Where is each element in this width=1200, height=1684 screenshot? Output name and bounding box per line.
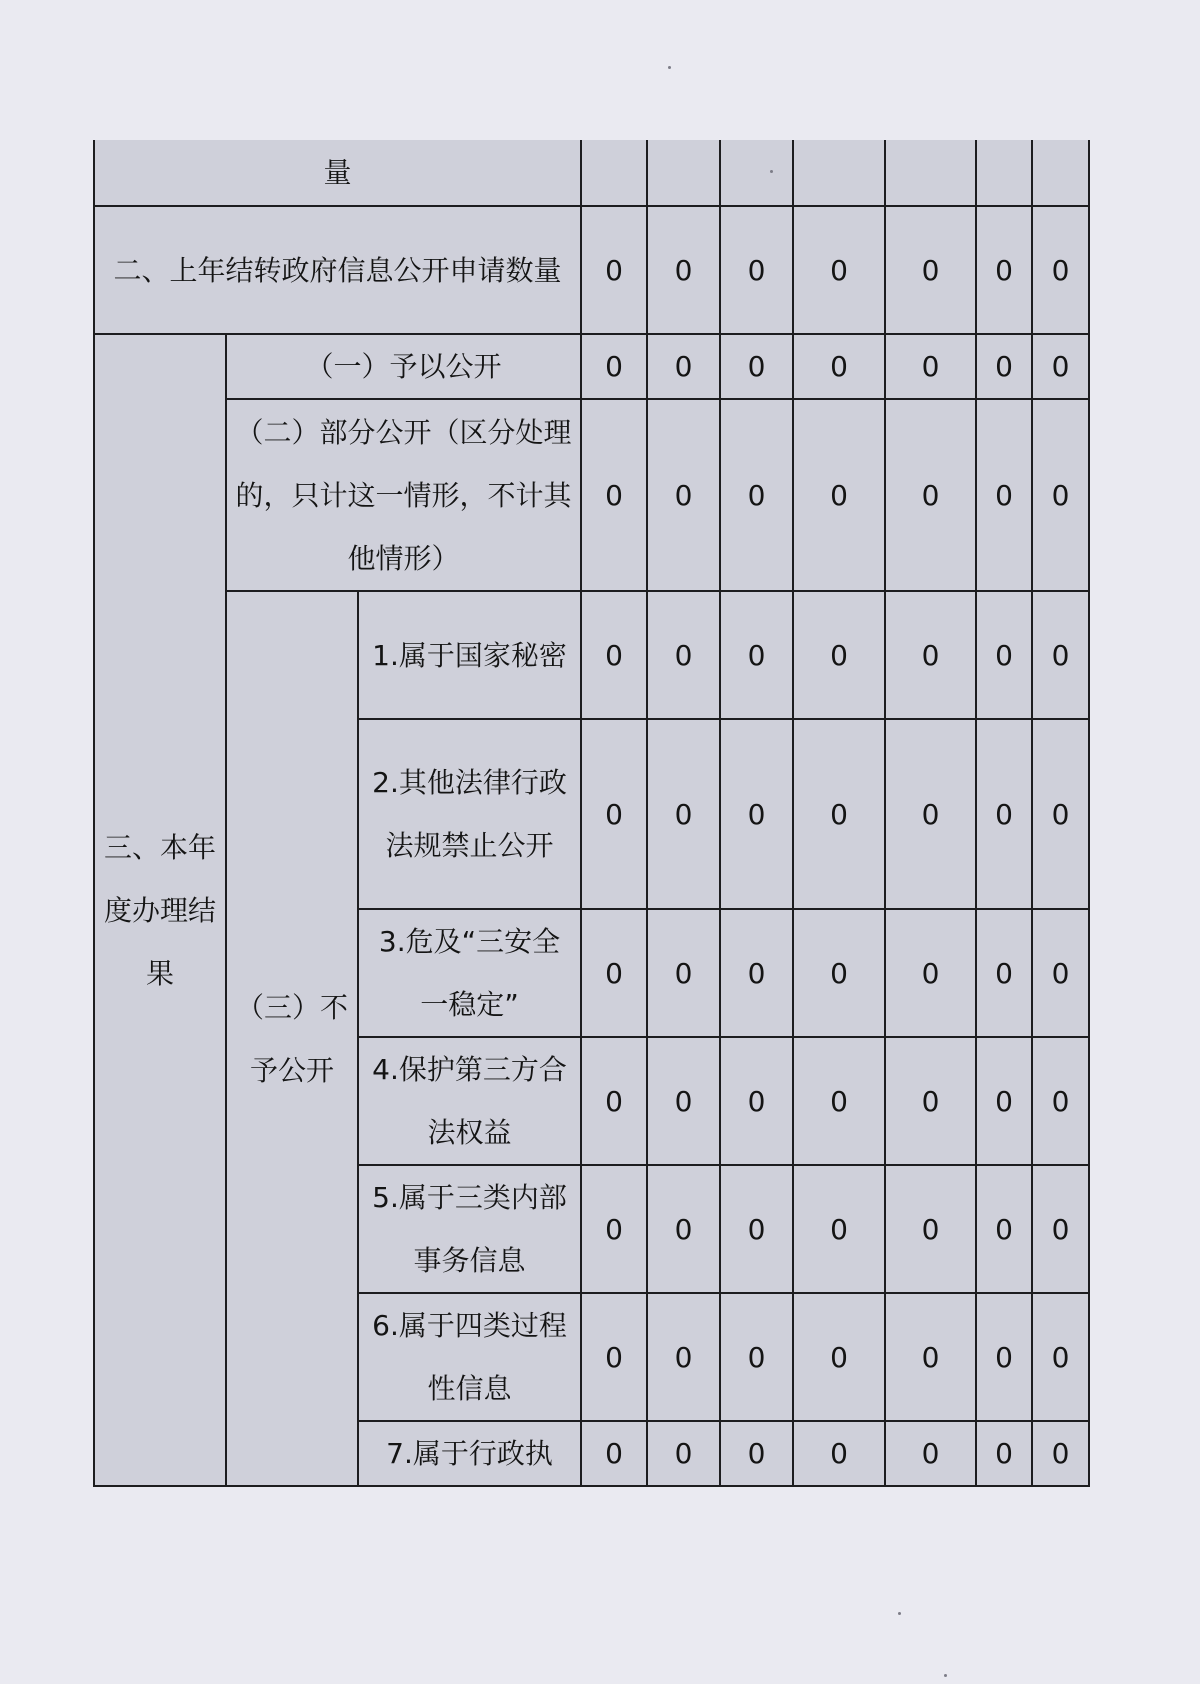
sub-row-label: 7.属于行政执 (358, 1421, 581, 1486)
scan-speck (898, 1612, 901, 1615)
value-cell: 0 (581, 1037, 647, 1165)
carryover-tail-label: 量 (94, 140, 581, 206)
value-cell: 0 (885, 1421, 976, 1486)
value-cell: 0 (647, 334, 720, 399)
value-cell: 0 (793, 909, 885, 1037)
partial-label: （二）部分公开（区分处理的，只计这一情形，不计其他情形） (226, 399, 581, 591)
value-cell: 0 (647, 591, 720, 719)
value-cell: 0 (581, 206, 647, 334)
value-cell: 0 (976, 1421, 1032, 1486)
prior-year-label: 二、上年结转政府信息公开申请数量 (94, 206, 581, 334)
sub-row-label: 4.保护第三方合法权益 (358, 1037, 581, 1165)
table-row-public (94, 334, 1089, 399)
value-cell: 0 (885, 334, 976, 399)
table-row-carryover-tail (94, 140, 1089, 206)
value-cell: 0 (1032, 206, 1089, 334)
value-cell: 0 (793, 399, 885, 591)
value-cell: 0 (1032, 719, 1089, 909)
public-label: （一）予以公开 (226, 334, 581, 399)
value-cell: 0 (976, 1293, 1032, 1421)
value-cell: 0 (581, 1165, 647, 1293)
value-cell: 0 (885, 1037, 976, 1165)
value-cell: 0 (1032, 591, 1089, 719)
value-cell: 0 (581, 909, 647, 1037)
value-cell: 0 (1032, 1421, 1089, 1486)
value-cell: 0 (793, 1037, 885, 1165)
empty-cell (793, 140, 885, 206)
value-cell: 0 (976, 719, 1032, 909)
value-cell: 0 (976, 591, 1032, 719)
value-cell: 0 (885, 909, 976, 1037)
value-cell: 0 (1032, 1037, 1089, 1165)
scan-speck (944, 1674, 947, 1677)
disclosure-statistics-table (93, 140, 1090, 1487)
value-cell: 0 (720, 1421, 793, 1486)
value-cell: 0 (885, 1165, 976, 1293)
value-cell: 0 (793, 334, 885, 399)
value-cell: 0 (647, 206, 720, 334)
scan-speck (770, 170, 773, 173)
value-cell: 0 (885, 1293, 976, 1421)
value-cell: 0 (647, 1293, 720, 1421)
value-cell: 0 (647, 1421, 720, 1486)
value-cell: 0 (1032, 399, 1089, 591)
empty-cell (581, 140, 647, 206)
sub-row-label: 6.属于四类过程性信息 (358, 1293, 581, 1421)
sub-row-label: 2.其他法律行政法规禁止公开 (358, 719, 581, 909)
value-cell: 0 (976, 1037, 1032, 1165)
value-cell: 0 (885, 206, 976, 334)
value-cell: 0 (1032, 1165, 1089, 1293)
value-cell: 0 (976, 1165, 1032, 1293)
sub-row-label: 1.属于国家秘密 (358, 591, 581, 719)
value-cell: 0 (581, 399, 647, 591)
value-cell: 0 (647, 399, 720, 591)
value-cell: 0 (1032, 909, 1089, 1037)
empty-cell (1032, 140, 1089, 206)
value-cell: 0 (720, 1037, 793, 1165)
scan-speck (668, 66, 671, 69)
value-cell: 0 (647, 909, 720, 1037)
value-cell: 0 (720, 719, 793, 909)
sub-row-label: 5.属于三类内部事务信息 (358, 1165, 581, 1293)
value-cell: 0 (1032, 1293, 1089, 1421)
value-cell: 0 (647, 1037, 720, 1165)
value-cell: 0 (720, 1293, 793, 1421)
value-cell: 0 (720, 206, 793, 334)
value-cell: 0 (720, 591, 793, 719)
empty-cell (720, 140, 793, 206)
value-cell: 0 (720, 399, 793, 591)
value-cell: 0 (647, 719, 720, 909)
value-cell: 0 (976, 206, 1032, 334)
value-cell: 0 (793, 591, 885, 719)
value-cell: 0 (720, 334, 793, 399)
empty-cell (976, 140, 1032, 206)
value-cell: 0 (647, 1165, 720, 1293)
table-row-prior-year (94, 206, 1089, 334)
value-cell: 0 (976, 399, 1032, 591)
empty-cell (647, 140, 720, 206)
value-cell: 0 (885, 719, 976, 909)
value-cell: 0 (885, 591, 976, 719)
value-cell: 0 (793, 1421, 885, 1486)
value-cell: 0 (581, 334, 647, 399)
value-cell: 0 (976, 909, 1032, 1037)
value-cell: 0 (793, 1165, 885, 1293)
value-cell: 0 (720, 1165, 793, 1293)
value-cell: 0 (1032, 334, 1089, 399)
value-cell: 0 (885, 399, 976, 591)
section-three-label: 三、本年度办理结果 (94, 334, 226, 1486)
value-cell: 0 (581, 591, 647, 719)
value-cell: 0 (793, 1293, 885, 1421)
sub-row-label: 3.危及“三安全一稳定” (358, 909, 581, 1037)
value-cell: 0 (793, 206, 885, 334)
value-cell: 0 (976, 334, 1032, 399)
table-row (94, 591, 1089, 719)
not-public-group-label: （三）不予公开 (226, 591, 358, 1486)
value-cell: 0 (581, 1421, 647, 1486)
value-cell: 0 (720, 909, 793, 1037)
value-cell: 0 (581, 719, 647, 909)
value-cell: 0 (581, 1293, 647, 1421)
empty-cell (885, 140, 976, 206)
value-cell: 0 (793, 719, 885, 909)
table-row-partial (94, 399, 1089, 591)
